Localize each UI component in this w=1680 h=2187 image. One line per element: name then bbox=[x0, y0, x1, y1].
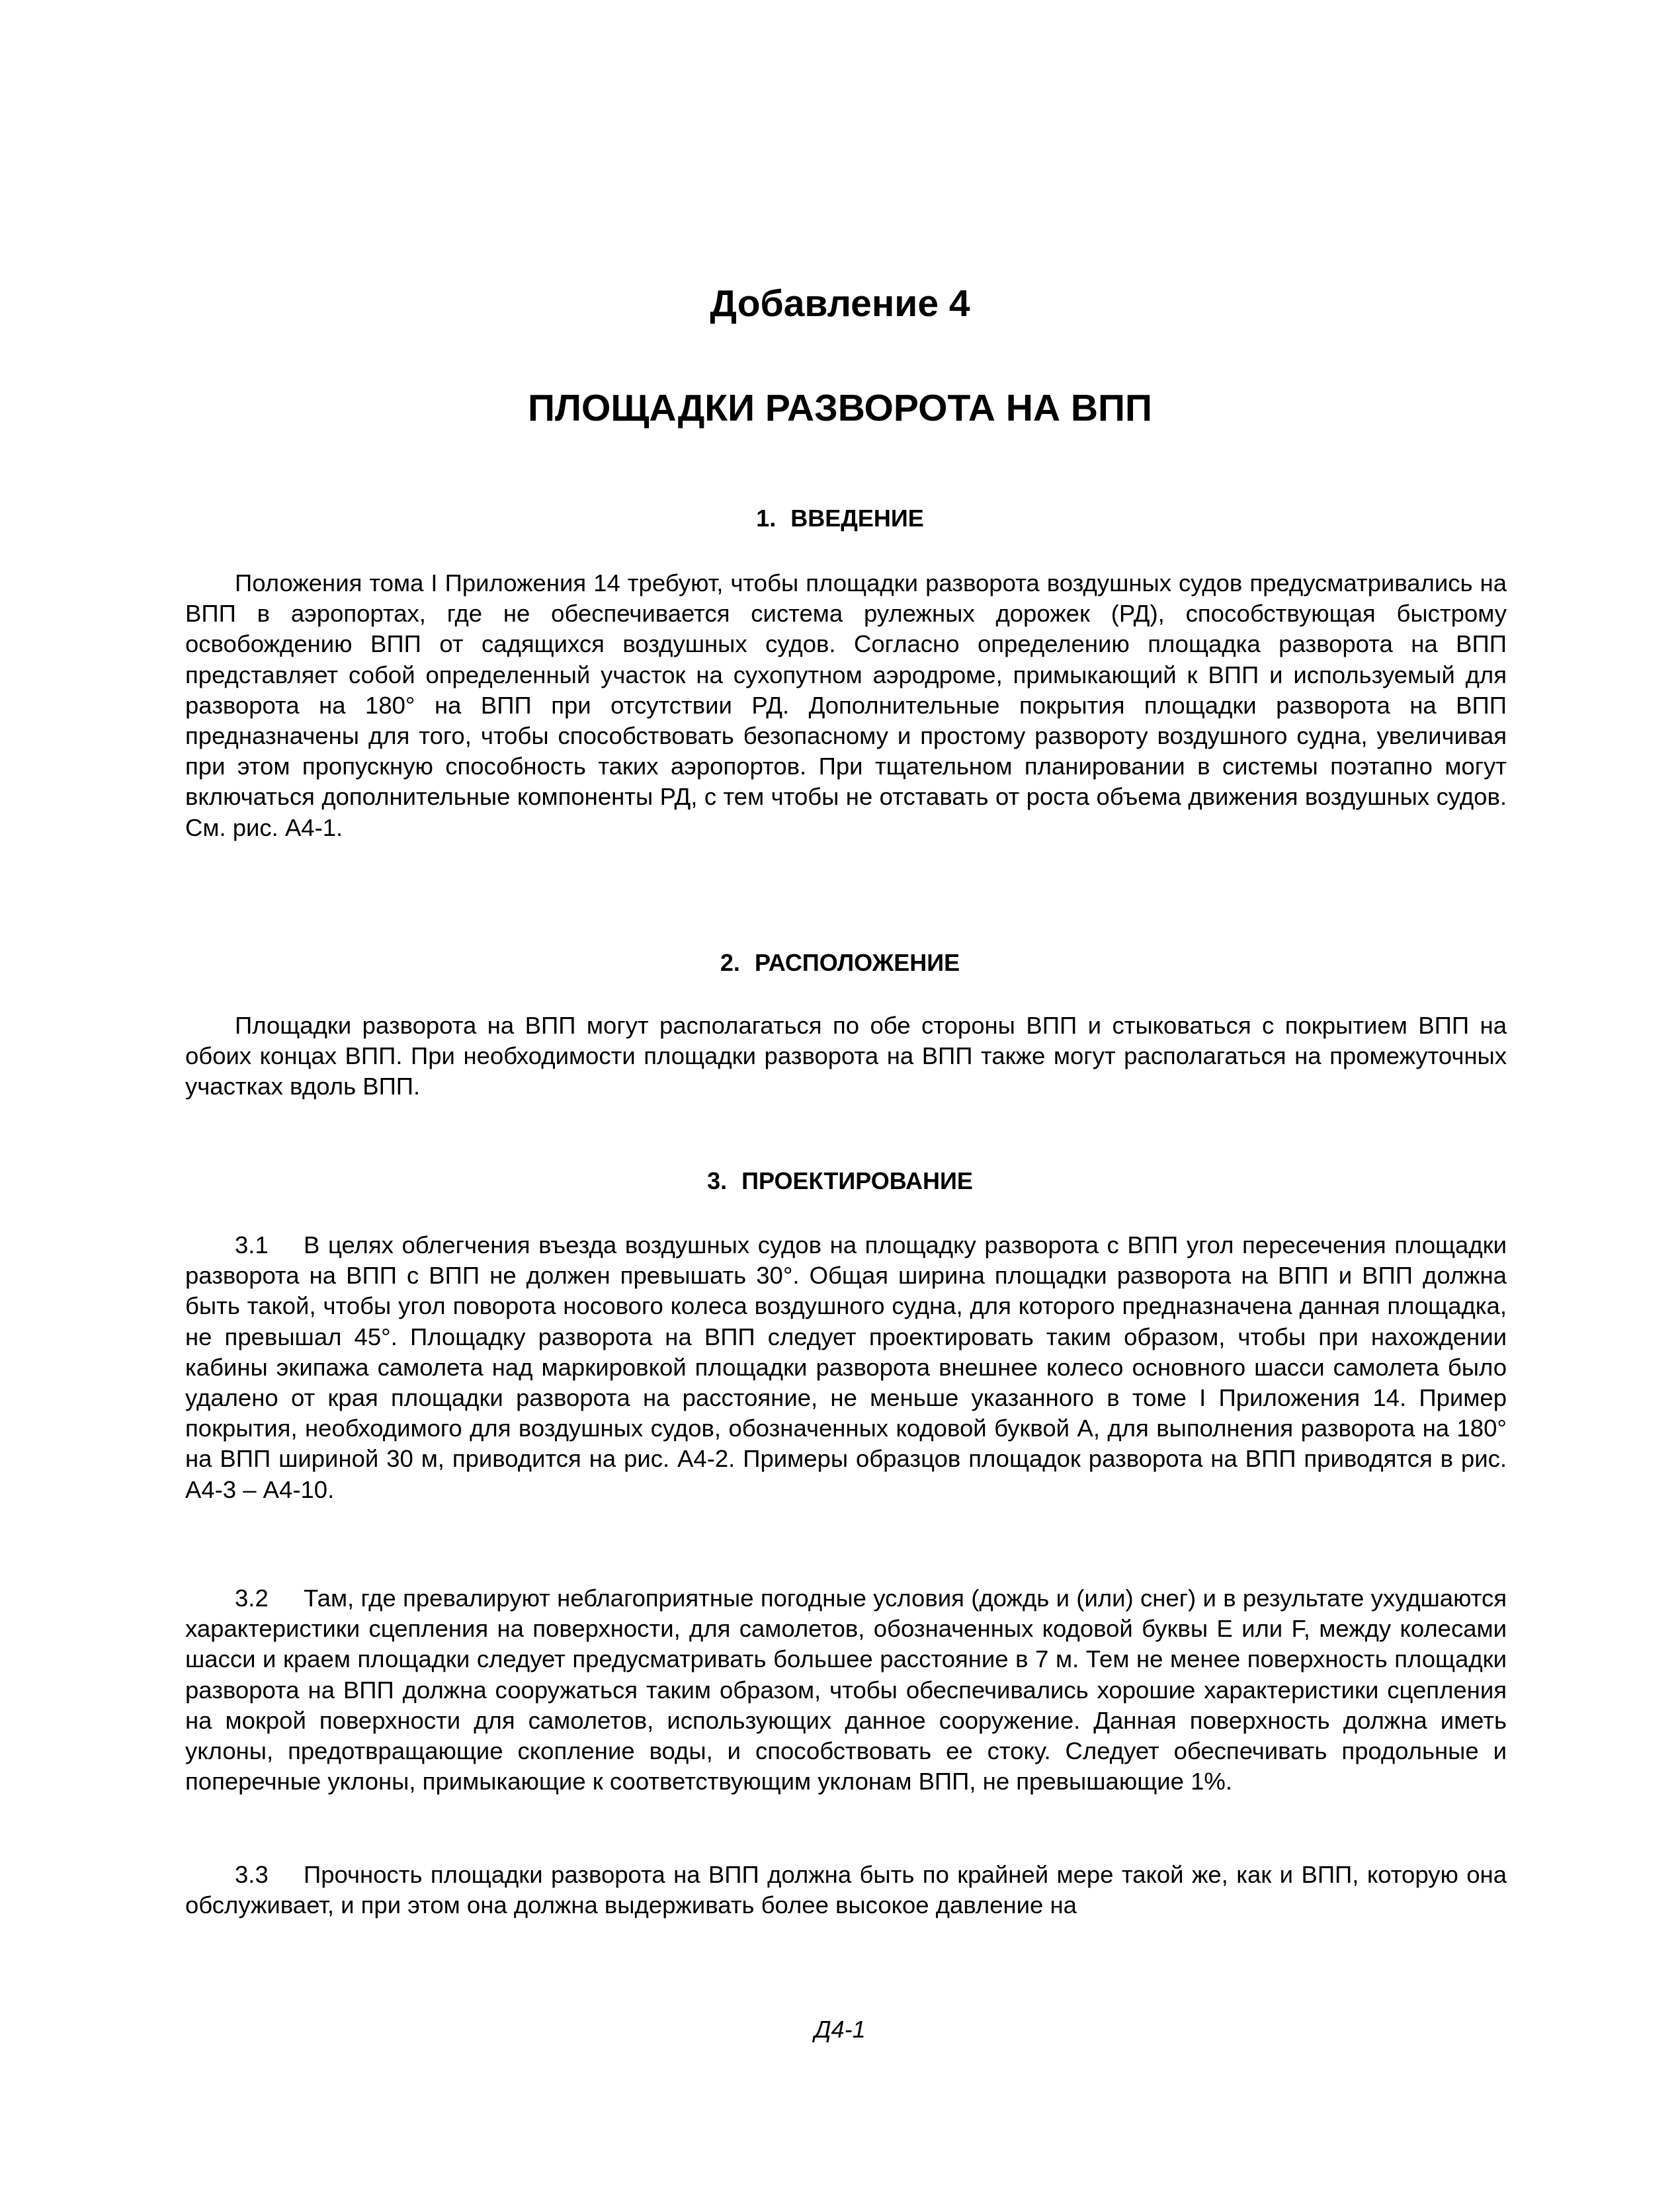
section-heading-location bbox=[0, 948, 1680, 977]
paragraph-location: Площадки разворота на ВПП могут располагаться по обе стороны ВПП и стыковаться с покрытием ВПП на обоих концах ВПП. При необходимости площадки разворота на ВПП также могут располагаться на промежуточных участках вдоль ВПП. bbox=[185, 1012, 1507, 1100]
paragraph-text: Там, где превалируют неблагоприятные погодные условия (дождь и (или) снег) и в результате ухудшаются характеристики сцепления на поверхности, для самолетов, обозначенных кодовой буквы E или F, между колесами шасси и краем площадки следует предусматривать большее расстояние в 7 м. Тем не менее поверхность площадки разворота на ВПП должна сооружаться таким образом, чтобы обеспечивались хорошие характеристики сцепления на мокрой поверхности для самолетов, использующих данное сооружение. Данная поверхность должна иметь уклоны, предотвращающие скопление воды, и способствовать ее стоку. Следует обеспечивать продольные и поперечные уклоны, примыкающие к соответствующим уклонам ВПП, не превышающие 1%. bbox=[185, 1585, 1507, 1795]
page-number-footer: Д4-1 bbox=[814, 2016, 866, 2043]
section-number: 3. bbox=[707, 1167, 728, 1194]
paragraph-number: 3.3 bbox=[235, 1861, 269, 1888]
paragraph-text: В целях облегчения въезда воздушных судов на площадку разворота с ВПП угол пересечения площадки разворота на ВПП с ВПП не должен превышать 30°. Общая ширина площадки разворота на ВПП и ВПП должна быть такой, чтобы угол поворота носового колеса воздушного судна, для которого предназначена данная площадка, не превышал 45°. Площадку разворота на ВПП следует проектировать таким образом, чтобы при нахождении кабины экипажа самолета над маркировкой площадки разворота внешнее колесо основного шасси самолета было удалено от края площадки разворота на расстояние, не меньше указанного в томе I Приложения 14. Пример покрытия, необходимого для воздушных судов, обозначенных кодовой буквой А, для выполнения разворота на 180° на ВПП шириной 30 м, приводится на рис. А4-2. Примеры образцов площадок разворота на ВПП приводятся в рис. А4-3 – А4-10. bbox=[185, 1231, 1507, 1503]
section-title: ВВЕДЕНИЕ bbox=[790, 505, 924, 532]
section-number: 2. bbox=[720, 949, 740, 976]
section-title: ПРОЕКТИРОВАНИЕ bbox=[741, 1167, 973, 1194]
paragraph-3-3 bbox=[185, 1860, 1507, 1920]
paragraph-3-2 bbox=[185, 1583, 1507, 1797]
paragraph-3-1 bbox=[185, 1230, 1507, 1505]
paragraph-text: Прочность площадки разворота на ВПП должна быть по крайней мере такой же, как и ВПП, которую она обслуживает, и при этом она должна выдерживать более высокое давление на bbox=[185, 1861, 1507, 1919]
paragraph-number: 3.1 bbox=[235, 1231, 269, 1259]
section-heading-design bbox=[0, 1167, 1680, 1195]
appendix-title: Добавление 4 bbox=[710, 282, 970, 325]
section-number: 1. bbox=[756, 505, 777, 532]
paragraph-number: 3.2 bbox=[235, 1585, 269, 1612]
paragraph-introduction: Положения тома I Приложения 14 требуют, чтобы площадки разворота воздушных судов предусматривались на ВПП в аэропортах, где не обеспечивается система рулежных дорожек (РД), способствующая быстрому освобождению ВПП от садящихся воздушных судов. Согласно определению площадка разворота на ВПП представляет собой определенный участок на сухопутном аэродроме, примыкающий к ВПП и используемый для разворота на 180° на ВПП при отсутствии РД. Дополнительные покрытия площадки разворота на ВПП предназначены для того, чтобы способствовать безопасному и простому развороту воздушного судна, увеличивая при этом пропускную способность таких аэропортов. При тщательном планировании в системы поэтапно могут включаться дополнительные компоненты РД, с тем чтобы не отставать от роста объема движения воздушных судов. См. рис. А4-1. bbox=[185, 569, 1507, 841]
main-title: ПЛОЩАДКИ РАЗВОРОТА НА ВПП bbox=[528, 387, 1152, 429]
section-heading-introduction bbox=[0, 504, 1680, 532]
section-title: РАСПОЛОЖЕНИЕ bbox=[754, 949, 960, 976]
